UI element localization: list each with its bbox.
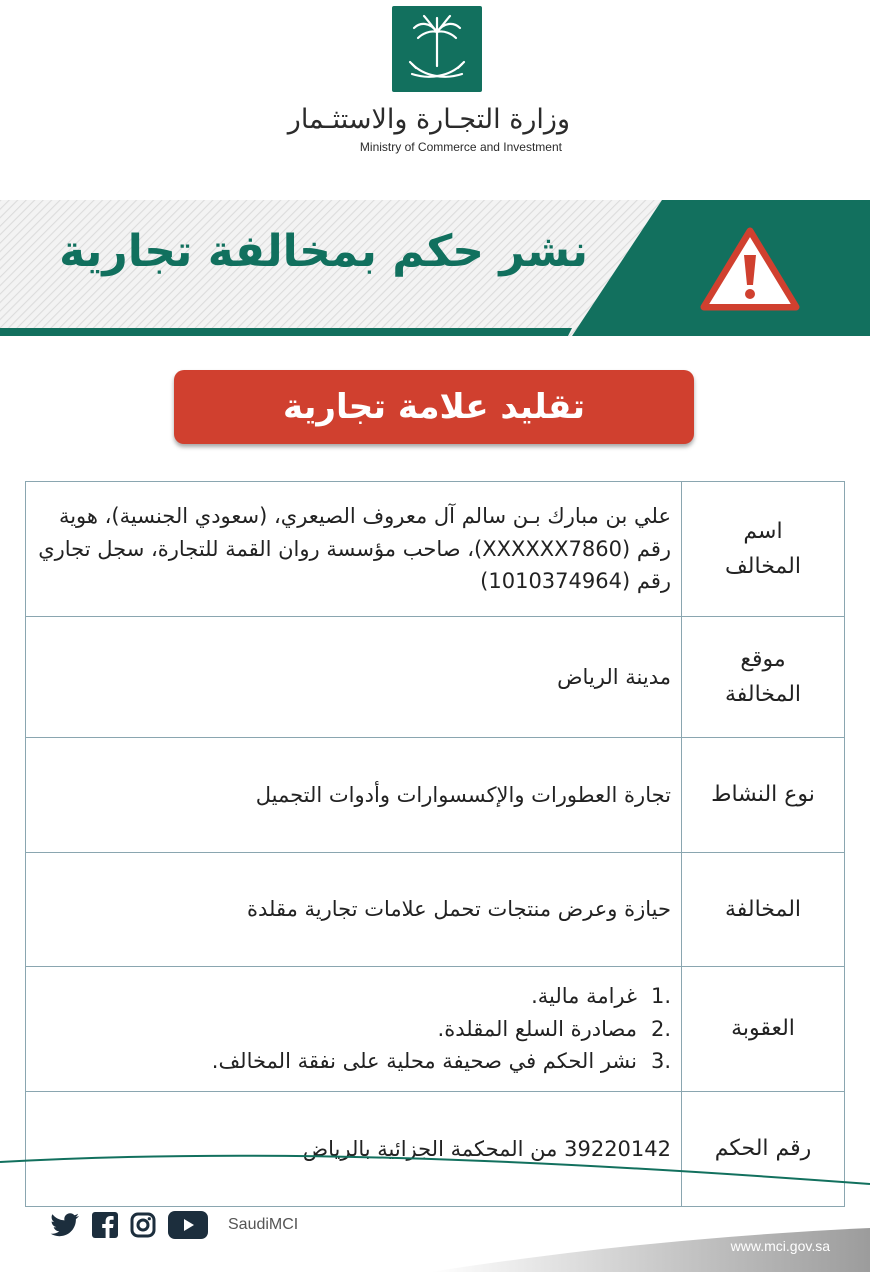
list-item [38, 980, 671, 1013]
facebook-icon[interactable] [92, 1212, 118, 1238]
instagram-icon[interactable] [130, 1212, 156, 1238]
ruling-number-label: رقم الحكم [682, 1092, 845, 1207]
list-text: غرامة مالية. [531, 984, 637, 1009]
label-line: المخالف [725, 554, 801, 579]
activity-type-value: تجارة العطورات والإكسسوارات وأدوات التجميل [26, 738, 682, 853]
violation-location-value: مدينة الرياض [26, 617, 682, 738]
twitter-icon[interactable] [50, 1213, 80, 1237]
list-number: 1. [650, 984, 671, 1009]
ministry-logo [392, 6, 482, 92]
table-row [26, 853, 845, 967]
website-link[interactable]: www.mci.gov.sa [730, 1238, 830, 1254]
penalty-label: العقوبة [682, 967, 845, 1092]
palm-swords-emblem-icon [392, 6, 482, 92]
violator-name-value: علي بن مبارك بـن سالم آل معروف الصيعري، (سعودي الجنسية)، هوية رقم (XXXXXX7860)، صاحب مؤسسة روان القمة للتجارة، سجل تجاري رقم (1010374964) [26, 482, 682, 617]
violator-name-label [682, 482, 845, 617]
ruling-court: من المحكمة الجزائية بالرياض [302, 1136, 558, 1161]
table-row [26, 482, 845, 617]
table-row [26, 738, 845, 853]
violation-value: حيازة وعرض منتجات تحمل علامات تجارية مقلدة [26, 853, 682, 967]
social-links [50, 1211, 298, 1239]
list-number: 3. [650, 1049, 671, 1074]
youtube-icon[interactable] [168, 1211, 208, 1239]
activity-type-label: نوع النشاط [682, 738, 845, 853]
list-text: نشر الحكم في صحيفة محلية على نفقة المخالف. [211, 1049, 637, 1074]
violation-label: المخالفة [682, 853, 845, 967]
label-line: موقع [740, 646, 786, 672]
table-row [26, 617, 845, 738]
violation-location-label [682, 617, 845, 738]
penalty-list [26, 967, 682, 1092]
label-line: اسم [743, 518, 783, 544]
warning-icon [698, 225, 802, 313]
label-line: المخالفة [724, 682, 802, 707]
violation-category-text: تقليد علامة تجارية [283, 387, 586, 427]
ministry-name-english: Ministry of Commerce and Investment [359, 140, 562, 154]
social-handle[interactable]: SaudiMCI [228, 1216, 299, 1233]
list-item [38, 1013, 671, 1046]
table-row [26, 967, 845, 1092]
violation-details-table [25, 481, 845, 1207]
list-number: 2. [650, 1016, 671, 1041]
ministry-name-arabic: وزارة التجـارة والاستثـمار [287, 104, 570, 135]
list-text: مصادرة السلع المقلدة. [437, 1016, 637, 1041]
ruling-number: 39220142 [564, 1136, 671, 1161]
violation-category-badge [174, 370, 694, 444]
page-title: نشر حكم بمخالفة تجارية [59, 226, 588, 277]
list-item [38, 1045, 671, 1078]
